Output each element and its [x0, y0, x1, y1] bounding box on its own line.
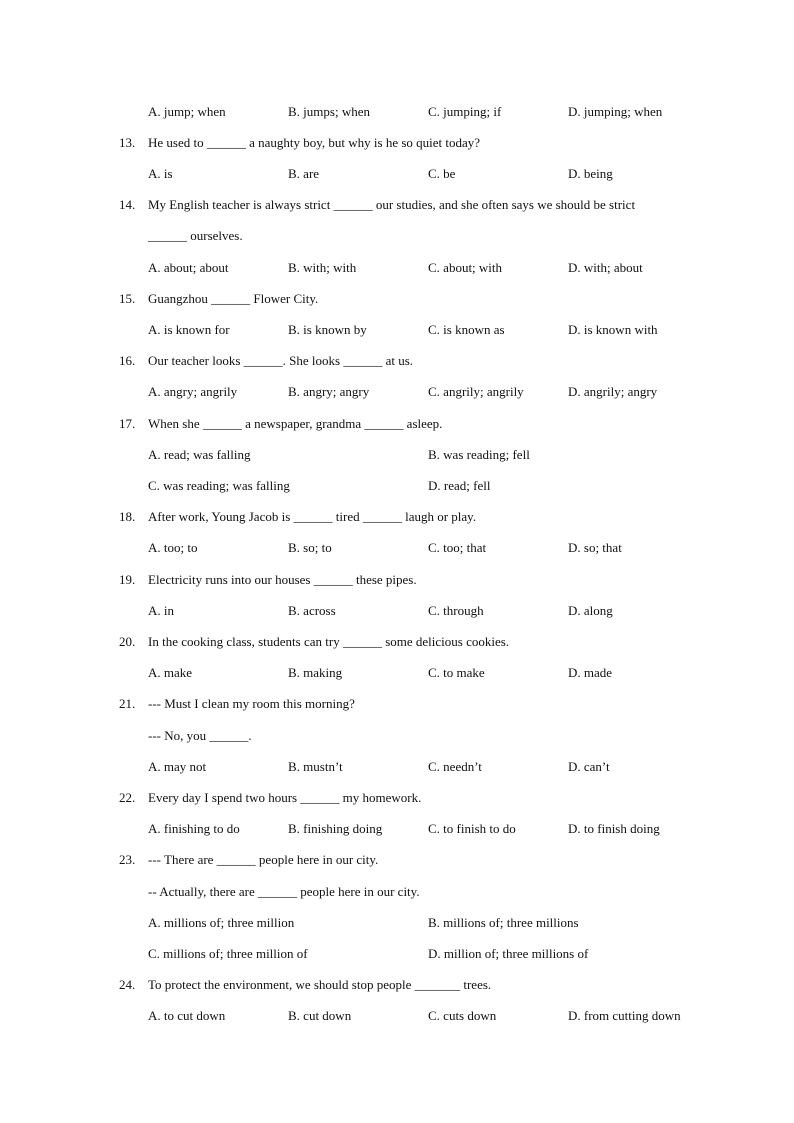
question-text: After work, Young Jacob is ______ tired ______ laugh or play. — [148, 509, 477, 524]
question-text: When she ______ a newspaper, grandma ______ asleep. — [148, 416, 443, 431]
option-d: D. can’t — [568, 759, 610, 774]
option-a: A. is known for — [148, 322, 230, 337]
question-24-stem — [0, 975, 794, 995]
option-d: D. million of; three millions of — [428, 946, 589, 961]
question-23-options-row-2 — [0, 944, 794, 964]
question-22-stem — [0, 788, 794, 808]
option-c: C. needn’t — [428, 759, 482, 774]
question-13-stem — [0, 133, 794, 153]
question-text-continued: -- Actually, there are ______ people here in our city. — [148, 884, 420, 899]
question-text: To protect the environment, we should stop people _______ trees. — [148, 977, 492, 992]
question-16-options — [0, 382, 794, 402]
option-b: B. is known by — [288, 322, 367, 337]
option-c: C. to finish to do — [428, 821, 516, 836]
option-d: D. angrily; angry — [568, 384, 658, 399]
option-c: C. about; with — [428, 260, 503, 275]
question-20-options — [0, 663, 794, 683]
question-14-stem-continued — [0, 226, 794, 246]
question-text: My English teacher is always strict ______ our studies, and she often says we should be strict — [148, 197, 636, 212]
option-d: D. from cutting down — [568, 1008, 681, 1023]
option-b: B. millions of; three millions — [428, 915, 579, 930]
option-b: B. with; with — [288, 260, 357, 275]
option-b: B. angry; angry — [288, 384, 370, 399]
question-text: Our teacher looks ______. She looks ______ at us. — [148, 353, 414, 368]
question-17-options-row-1 — [0, 445, 794, 465]
option-b: B. was reading; fell — [428, 447, 530, 462]
option-b: B. making — [288, 665, 343, 680]
option-c: C. to make — [428, 665, 485, 680]
option-b: B. cut down — [288, 1008, 352, 1023]
question-15-stem — [0, 289, 794, 309]
question-text: Guangzhou ______ Flower City. — [148, 291, 319, 306]
question-text: Every day I spend two hours ______ my homework. — [148, 790, 422, 805]
question-number: 14. — [119, 197, 136, 212]
option-d: D. to finish doing — [568, 821, 660, 836]
question-text: He used to ______ a naughty boy, but why is he so quiet today? — [148, 135, 481, 150]
option-d: D. so; that — [568, 540, 622, 555]
question-24-options — [0, 1006, 794, 1026]
question-18-stem — [0, 507, 794, 527]
question-20-stem — [0, 632, 794, 652]
option-b: B. finishing doing — [288, 821, 383, 836]
question-22-options — [0, 819, 794, 839]
option-a: A. jump; when — [148, 104, 226, 119]
question-text: Electricity runs into our houses ______ these pipes. — [148, 572, 417, 587]
option-c: C. angrily; angrily — [428, 384, 524, 399]
question-17-stem — [0, 414, 794, 434]
question-13-options — [0, 164, 794, 184]
question-12-options — [0, 102, 794, 122]
option-b: B. across — [288, 603, 336, 618]
option-c: C. jumping; if — [428, 104, 502, 119]
question-text: In the cooking class, students can try ______ some delicious cookies. — [148, 634, 510, 649]
question-18-options — [0, 538, 794, 558]
option-c: C. too; that — [428, 540, 487, 555]
option-b: B. jumps; when — [288, 104, 370, 119]
question-number: 16. — [119, 353, 136, 368]
question-23-stem — [0, 850, 794, 870]
question-14-options — [0, 258, 794, 278]
question-number: 21. — [119, 696, 136, 711]
option-a: A. to cut down — [148, 1008, 226, 1023]
option-d: D. being — [568, 166, 613, 181]
option-a: A. too; to — [148, 540, 198, 555]
option-c: C. be — [428, 166, 456, 181]
question-number: 17. — [119, 416, 136, 431]
question-23-options-row-1 — [0, 913, 794, 933]
option-b: B. mustn’t — [288, 759, 343, 774]
question-21-stem-continued — [0, 726, 794, 746]
option-c: C. cuts down — [428, 1008, 497, 1023]
option-b: B. are — [288, 166, 320, 181]
question-text-continued: ______ ourselves. — [148, 228, 243, 243]
option-a: A. may not — [148, 759, 207, 774]
option-d: D. is known with — [568, 322, 658, 337]
question-number: 18. — [119, 509, 136, 524]
question-23-stem-continued — [0, 882, 794, 902]
question-14-stem — [0, 195, 794, 215]
option-d: D. jumping; when — [568, 104, 663, 119]
question-text: --- Must I clean my room this morning? — [148, 696, 355, 711]
question-number: 15. — [119, 291, 136, 306]
option-a: A. millions of; three million — [148, 915, 295, 930]
question-number: 23. — [119, 852, 136, 867]
option-d: D. read; fell — [428, 478, 491, 493]
question-number: 19. — [119, 572, 136, 587]
option-a: A. angry; angrily — [148, 384, 238, 399]
question-text-continued: --- No, you ______. — [148, 728, 252, 743]
option-a: A. read; was falling — [148, 447, 251, 462]
question-16-stem — [0, 351, 794, 371]
question-15-options — [0, 320, 794, 340]
option-b: B. so; to — [288, 540, 332, 555]
option-c: C. through — [428, 603, 484, 618]
option-d: D. made — [568, 665, 613, 680]
question-21-stem — [0, 694, 794, 714]
question-17-options-row-2 — [0, 476, 794, 496]
question-number: 20. — [119, 634, 136, 649]
option-a: A. in — [148, 603, 174, 618]
option-d: D. along — [568, 603, 613, 618]
question-19-options — [0, 601, 794, 621]
option-c: C. millions of; three million of — [148, 946, 308, 961]
question-number: 22. — [119, 790, 136, 805]
option-a: A. finishing to do — [148, 821, 240, 836]
question-number: 24. — [119, 977, 136, 992]
option-c: C. was reading; was falling — [148, 478, 290, 493]
question-21-options — [0, 757, 794, 777]
option-a: A. is — [148, 166, 173, 181]
question-number: 13. — [119, 135, 136, 150]
question-19-stem — [0, 570, 794, 590]
option-c: C. is known as — [428, 322, 505, 337]
question-text: --- There are ______ people here in our city. — [148, 852, 379, 867]
option-a: A. make — [148, 665, 193, 680]
option-d: D. with; about — [568, 260, 643, 275]
option-a: A. about; about — [148, 260, 229, 275]
